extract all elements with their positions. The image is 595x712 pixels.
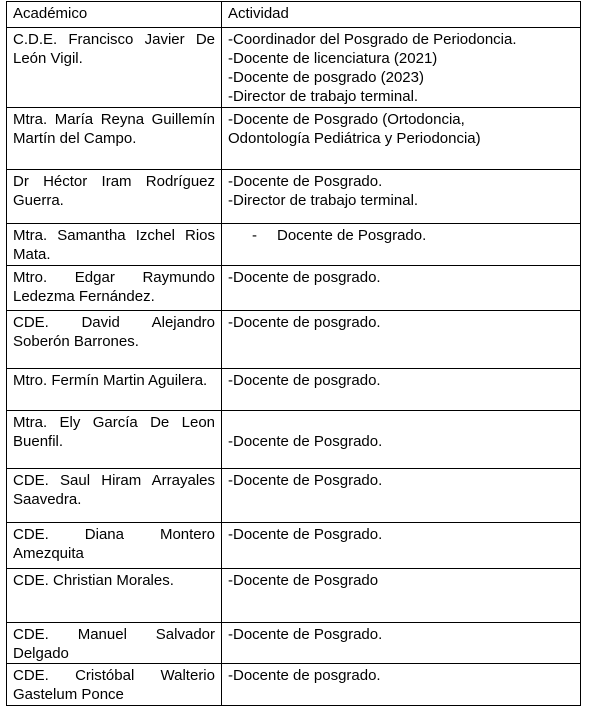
table-row — [7, 170, 581, 224]
academic-name: CDE. Diana Montero Amezquita — [7, 523, 222, 569]
activity-line: -Docente de posgrado. — [228, 667, 381, 684]
list-bullet: - — [252, 227, 257, 244]
activity-cell — [222, 523, 581, 569]
activity-line: -Director de trabajo terminal. — [228, 192, 419, 209]
activity-cell — [222, 469, 581, 523]
academic-name: CDE. David Alejandro Soberón Barrones. — [7, 311, 222, 369]
activity-line — [228, 226, 574, 245]
table-row — [7, 523, 581, 569]
activity-line: -Docente de posgrado. — [228, 269, 381, 286]
activity-cell — [222, 411, 581, 469]
activity-cell — [222, 108, 581, 170]
academic-name: CDE. Christian Morales. — [7, 569, 222, 623]
table-row — [7, 224, 581, 266]
table-row — [7, 664, 581, 706]
academic-name: Mtra. Samantha Izchel Rios Mata. — [7, 224, 222, 266]
academic-name: Mtra. Ely García De Leon Buenfil. — [7, 411, 222, 469]
activity-line: -Docente de posgrado (2023) — [228, 69, 424, 86]
table-row — [7, 469, 581, 523]
activity-line: Odontología Pediátrica y Periodoncia) — [228, 130, 481, 147]
activity-line: -Docente de posgrado. — [228, 314, 381, 331]
table-row — [7, 28, 581, 108]
academic-name: Mtro. Edgar Raymundo Ledezma Fernández. — [7, 266, 222, 311]
activity-cell — [222, 664, 581, 706]
activity-cell — [222, 266, 581, 311]
academic-name: C.D.E. Francisco Javier De León Vigil. — [7, 28, 222, 108]
activity-cell — [222, 569, 581, 623]
activity-line: -Docente de licenciatura (2021) — [228, 50, 438, 67]
activity-line: -Docente de Posgrado — [228, 572, 379, 589]
academic-name: Mtra. María Reyna Guillemín Martín del Campo. — [7, 108, 222, 170]
activity-cell — [222, 28, 581, 108]
academic-name: CDE. Cristóbal Walterio Gastelum Ponce — [7, 664, 222, 706]
activity-line: -Director de trabajo terminal. — [228, 88, 419, 105]
academic-name: Dr Héctor Iram Rodríguez Guerra. — [7, 170, 222, 224]
activity-text: Docente de Posgrado. — [277, 227, 427, 244]
table-row — [7, 569, 581, 623]
activity-line: -Docente de Posgrado. — [228, 433, 383, 450]
academic-activity-table — [6, 1, 581, 706]
table-row — [7, 266, 581, 311]
activity-cell — [222, 224, 581, 266]
activity-line: -Coordinador del Posgrado de Periodoncia. — [228, 31, 517, 48]
table-row — [7, 411, 581, 469]
activity-line: -Docente de Posgrado (Ortodoncia, — [228, 111, 465, 128]
activity-line: -Docente de Posgrado. — [228, 526, 383, 543]
activity-cell — [222, 369, 581, 411]
activity-line: -Docente de Posgrado. — [228, 173, 383, 190]
academic-name: CDE. Manuel Salvador Delgado — [7, 623, 222, 664]
table-row — [7, 623, 581, 664]
activity-line: -Docente de Posgrado. — [228, 472, 383, 489]
activity-cell — [222, 623, 581, 664]
table-row — [7, 311, 581, 369]
activity-cell — [222, 170, 581, 224]
activity-line: -Docente de posgrado. — [228, 372, 381, 389]
activity-cell — [222, 311, 581, 369]
header-actividad: Actividad — [222, 2, 581, 28]
table-row — [7, 369, 581, 411]
academic-name: CDE. Saul Hiram Arrayales Saavedra. — [7, 469, 222, 523]
header-academico: Académico — [7, 2, 222, 28]
activity-line: -Docente de Posgrado. — [228, 626, 383, 643]
academic-name: Mtro. Fermín Martin Aguilera. — [7, 369, 222, 411]
table-row — [7, 108, 581, 170]
table-header-row — [7, 2, 581, 28]
